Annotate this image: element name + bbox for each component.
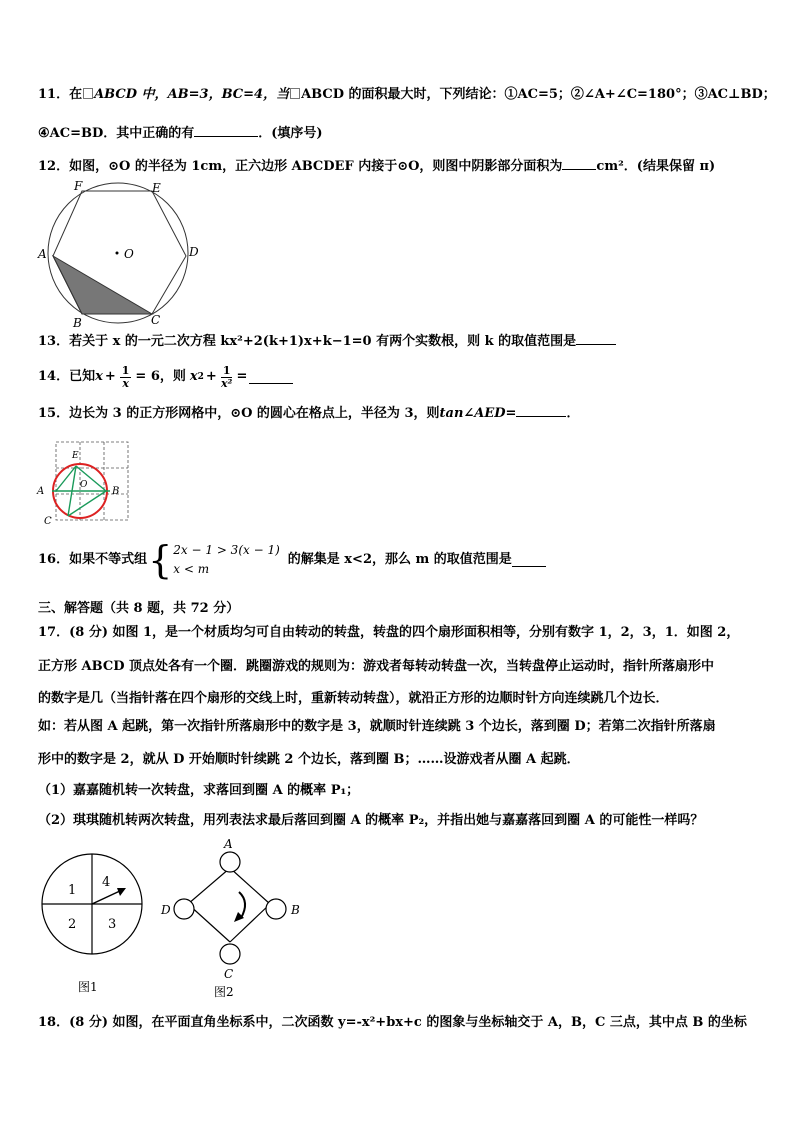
parallelogram-icon	[290, 88, 300, 99]
label-c: C	[44, 516, 52, 527]
q13-text: 13．若关于 x 的一元二次方程 kx²+2(k+1)x+k−1=0 有两个实数根，则 k 的取值范围是	[38, 334, 577, 349]
q14-plus2: +	[205, 369, 217, 384]
grid	[56, 442, 128, 520]
label-o: O	[80, 480, 88, 490]
brace-icon: {	[148, 538, 173, 582]
q14-plus: +	[104, 369, 116, 384]
q15-tan: tan∠AED=	[439, 406, 517, 421]
q14-sup2: 2	[197, 372, 204, 382]
q14-eq: =	[236, 369, 248, 384]
q17-figures	[34, 836, 334, 1002]
q11-text-c: ABCD 的面积最大时，下列结论：①AC=5；②∠A+∠C=180°；③AC⊥BD；	[301, 87, 776, 102]
q11-line2	[38, 124, 323, 143]
q12-hexagon-figure	[34, 178, 204, 328]
q17-line5: 形中的数字是 2，就从 D 开始顺时针续跳 2 个边长，落到圈 B；……设游戏者从圈 A 起跳．	[38, 752, 580, 767]
label-c: C	[224, 967, 234, 981]
fraction-numerator: 1	[121, 363, 130, 377]
fraction-denominator: x	[122, 376, 129, 390]
sector-4: 4	[102, 875, 111, 890]
label-e: E	[152, 181, 161, 195]
sector-2: 2	[68, 917, 77, 932]
q12-text: 12．如图，⊙O 的半径为 1cm，正六边形 ABCDEF 内接于⊙O，则图中阴影部分面积为	[38, 159, 563, 174]
edge	[230, 904, 270, 942]
q14-x2: x	[189, 369, 198, 384]
q17-part2: （2）琪琪随机转两次转盘，用列表法求最后落回到圈 A 的概率 P₂，并指出她与嘉嘉落回到圈 A 的可能性一样吗？	[38, 813, 704, 828]
label-c: C	[151, 313, 161, 327]
q17-part1: （1）嘉嘉随机转一次转盘，求落回到圈 A 的概率 P₁；	[38, 783, 360, 798]
label-a: A	[37, 486, 45, 497]
q12-question	[38, 157, 715, 176]
sector-3: 3	[108, 917, 117, 932]
q17-line2: 正方形 ABCD 顶点处各有一个圈．跳圈游戏的规则为：游戏者每转动转盘一次，当转盘停止运动时，指针所落扇形中	[38, 659, 714, 674]
edge	[188, 868, 230, 904]
circle-b	[266, 899, 286, 919]
center-dot	[116, 252, 119, 255]
fraction-denominator: x²	[220, 376, 233, 390]
answer-blank	[512, 554, 546, 567]
inequality-system	[173, 541, 280, 579]
circle-a	[220, 852, 240, 872]
inequality-1: 2x − 1 > 3(x − 1)	[173, 543, 280, 557]
answer-blank	[194, 124, 258, 137]
inequality-2: x < m	[173, 562, 210, 576]
q16-prefix: 16．如果不等式组	[38, 552, 148, 567]
answer-blank	[249, 371, 293, 384]
label-b: B	[291, 903, 300, 917]
label-d: D	[161, 903, 171, 917]
edge	[230, 868, 270, 904]
figure-2-caption: 图2	[214, 985, 234, 999]
label-a: A	[38, 247, 47, 261]
spinner-pointer	[92, 890, 122, 904]
q14-x: x	[95, 369, 103, 384]
q15-tail: ．	[566, 406, 580, 421]
q11-line1	[38, 86, 776, 104]
q11-text-b: AB=3，BC=4，当	[167, 87, 290, 102]
q14-question	[38, 360, 293, 394]
q11-text-a: ABCD 中，	[94, 87, 168, 102]
circle-d	[174, 899, 194, 919]
q17-line3: 的数字是几（当指针落在四个扇形的交线上时，重新转动转盘），就沿正方形的边顺时针方向连续跳几个边长．	[38, 691, 669, 706]
q16-post: 的解集是 x<2，那么 m 的取值范围是	[287, 552, 512, 567]
q11-line2-text: ④AC=BD．其中正确的有	[38, 126, 195, 141]
fraction-1-over-x	[120, 365, 132, 390]
q15-grid-figure	[34, 436, 134, 528]
figure-1-caption: 图1	[78, 980, 98, 994]
q12-tail: cm²．(结果保留 π)	[596, 159, 716, 174]
label-b: B	[73, 316, 82, 328]
q11-line2-tail: ．(填序号)	[258, 126, 323, 141]
answer-blank	[562, 157, 596, 170]
label-b: B	[112, 486, 120, 497]
circle-c	[220, 944, 240, 964]
q17-line4: 如：若从图 A 起跳，第一次指针所落扇形中的数字是 3，就顺时针连续跳 3 个边长，落到圈 D；若第二次指针所落扇	[38, 719, 716, 734]
q15-text: 15．边长为 3 的正方形网格中，⊙O 的圆心在格点上，半径为 3，则	[38, 406, 440, 421]
q14-prefix: 14．已知	[38, 369, 96, 384]
q11-prefix: 11．在	[38, 87, 83, 102]
q16-question	[38, 538, 546, 582]
q14-eq6: = 6，则	[135, 369, 186, 384]
label-e: E	[72, 451, 79, 461]
sector-1: 1	[68, 883, 77, 898]
q15-question	[38, 404, 579, 423]
q17-line1: 17．(8 分) 如图 1，是一个材质均匀可自由转动的转盘，转盘的四个扇形面积相等，分别有数字 1，2，3，1．如图 2，	[38, 625, 740, 640]
label-f: F	[74, 179, 83, 193]
label-o: O	[124, 247, 134, 261]
segment-cb	[68, 491, 106, 516]
label-a: A	[224, 837, 233, 851]
fraction-numerator: 1	[222, 363, 231, 377]
q18-line1: 18．(8 分) 如图，在平面直角坐标系中，二次函数 y=-x²+bx+c 的图象与坐标轴交于 A，B，C 三点，其中点 B 的坐标	[38, 1015, 747, 1030]
answer-blank	[576, 332, 616, 345]
q13-question	[38, 332, 616, 351]
section-heading: 三、解答题（共 8 题，共 72 分）	[38, 601, 240, 616]
fraction-1-over-x2	[221, 365, 233, 390]
label-d: D	[189, 245, 199, 259]
answer-blank	[516, 404, 566, 417]
parallelogram-icon	[83, 88, 93, 99]
